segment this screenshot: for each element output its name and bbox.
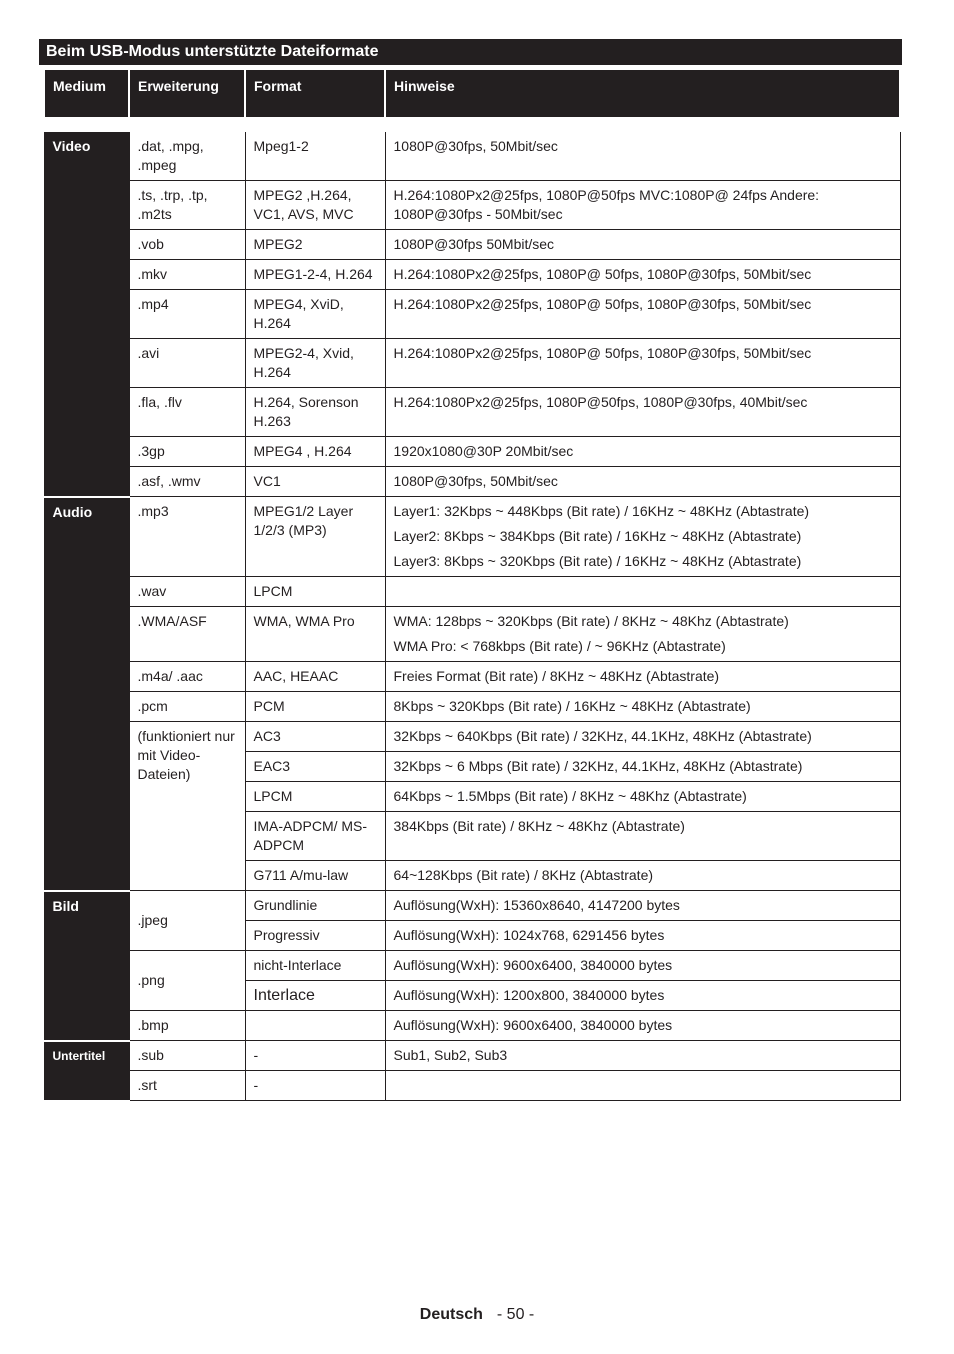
cell-format: MPEG4 , H.264 [245, 437, 385, 467]
cell-extension: .asf, .wmv [129, 467, 245, 497]
cell-format: LPCM [245, 577, 385, 607]
header-extension: Erweiterung [129, 70, 245, 125]
table-row [44, 497, 900, 577]
cell-extension: .vob [129, 230, 245, 260]
table-row [44, 125, 900, 181]
table-row [44, 437, 900, 467]
cell-extension: .jpeg [129, 891, 245, 951]
cell-notes: 1080P@30fps, 50Mbit/sec [385, 467, 900, 497]
cell-extension: .png [129, 951, 245, 1011]
notes-line: Layer1: 32Kbps ~ 448Kbps (Bit rate) / 16KHz ~ 48KHz (Abtastrate) [393, 503, 810, 519]
cell-notes: H.264:1080Px2@25fps, 1080P@50fps MVC:1080P@ 24fps Andere: 1080P@30fps - 50Mbit/sec [385, 181, 900, 230]
section-title: Beim USB-Modus unterstützte Dateiformate [39, 39, 902, 65]
cell-format: PCM [245, 692, 385, 722]
cell-format: WMA, WMA Pro [245, 607, 385, 662]
cell-notes [385, 1071, 900, 1101]
table-row [44, 662, 900, 692]
cell-format: - [245, 1041, 385, 1071]
medium-untertitel: Untertitel [44, 1041, 129, 1101]
cell-notes: H.264:1080Px2@25fps, 1080P@ 50fps, 1080P@30fps, 50Mbit/sec [385, 290, 900, 339]
header-medium: Medium [44, 70, 129, 125]
cell-format: nicht-Interlace [245, 951, 385, 981]
cell-format: MPEG2 ,H.264, VC1, AVS, MVC [245, 181, 385, 230]
table-row [44, 722, 900, 752]
cell-notes: 8Kbps ~ 320Kbps (Bit rate) / 16KHz ~ 48KHz (Abtastrate) [385, 692, 900, 722]
cell-extension: .pcm [129, 692, 245, 722]
cell-format: IMA-ADPCM/ MS-ADPCM [245, 812, 385, 861]
cell-extension: .wav [129, 577, 245, 607]
cell-format: G711 A/mu-law [245, 861, 385, 891]
cell-extension: .mp4 [129, 290, 245, 339]
table-row [44, 692, 900, 722]
cell-notes: 1920x1080@30P 20Mbit/sec [385, 437, 900, 467]
table-row [44, 1071, 900, 1101]
cell-format: AC3 [245, 722, 385, 752]
cell-format: H.264, Sorenson H.263 [245, 388, 385, 437]
cell-notes [385, 497, 900, 577]
cell-notes: 1080P@30fps 50Mbit/sec [385, 230, 900, 260]
cell-extension: .sub [129, 1041, 245, 1071]
cell-format: MPEG1-2-4, H.264 [245, 260, 385, 290]
cell-format: MPEG2-4, Xvid, H.264 [245, 339, 385, 388]
cell-extension: .WMA/ASF [129, 607, 245, 662]
cell-format: Progressiv [245, 921, 385, 951]
cell-extension: (funktioniert nur mit Video-Dateien) [129, 722, 245, 891]
cell-extension: .3gp [129, 437, 245, 467]
table-row [44, 1041, 900, 1071]
cell-format: MPEG4, XviD, H.264 [245, 290, 385, 339]
cell-format: - [245, 1071, 385, 1101]
cell-notes: Auflösung(WxH): 9600x6400, 3840000 bytes [385, 951, 900, 981]
notes-line: WMA Pro: < 768kbps (Bit rate) / ~ 96KHz (Abtastrate) [393, 638, 726, 654]
table-row [44, 467, 900, 497]
header-format: Format [245, 70, 385, 125]
cell-format: AAC, HEAAC [245, 662, 385, 692]
page-number: - 50 - [496, 1306, 535, 1323]
header-notes: Hinweise [385, 70, 900, 125]
cell-extension: .dat, .mpg, .mpeg [129, 125, 245, 181]
cell-notes: Auflösung(WxH): 9600x6400, 3840000 bytes [385, 1011, 900, 1041]
table-row [44, 230, 900, 260]
cell-notes: Freies Format (Bit rate) / 8KHz ~ 48KHz (Abtastrate) [385, 662, 900, 692]
cell-extension: .srt [129, 1071, 245, 1101]
cell-notes: 1080P@30fps, 50Mbit/sec [385, 125, 900, 181]
cell-format: MPEG2 [245, 230, 385, 260]
table-row [44, 891, 900, 921]
cell-format: VC1 [245, 467, 385, 497]
cell-extension: .ts, .trp, .tp, .m2ts [129, 181, 245, 230]
cell-extension: .m4a/ .aac [129, 662, 245, 692]
cell-notes: Auflösung(WxH): 15360x8640, 4147200 bytes [385, 891, 900, 921]
cell-notes [385, 577, 900, 607]
medium-audio: Audio [44, 497, 129, 891]
cell-notes [385, 607, 900, 662]
table-row [44, 260, 900, 290]
notes-line: WMA: 128bps ~ 320Kbps (Bit rate) / 8KHz ~ 48Khz (Abtastrate) [393, 613, 789, 629]
table-row [44, 1011, 900, 1041]
cell-extension: .mp3 [129, 497, 245, 577]
table-row [44, 290, 900, 339]
cell-extension: .bmp [129, 1011, 245, 1041]
cell-notes: H.264:1080Px2@25fps, 1080P@ 50fps, 1080P@30fps, 50Mbit/sec [385, 260, 900, 290]
table-row [44, 339, 900, 388]
file-format-table [43, 70, 901, 1102]
cell-extension: .fla, .flv [129, 388, 245, 437]
cell-format: EAC3 [245, 752, 385, 782]
table-row [44, 607, 900, 662]
cell-format: Mpeg1-2 [245, 125, 385, 181]
medium-bild: Bild [44, 891, 129, 1041]
cell-notes: 384Kbps (Bit rate) / 8KHz ~ 48Khz (Abtastrate) [385, 812, 900, 861]
cell-notes: Auflösung(WxH): 1024x768, 6291456 bytes [385, 921, 900, 951]
cell-notes: H.264:1080Px2@25fps, 1080P@50fps, 1080P@30fps, 40Mbit/sec [385, 388, 900, 437]
cell-notes: Auflösung(WxH): 1200x800, 3840000 bytes [385, 981, 900, 1011]
cell-notes: 64Kbps ~ 1.5Mbps (Bit rate) / 8KHz ~ 48Khz (Abtastrate) [385, 782, 900, 812]
table-header-row [44, 70, 900, 125]
cell-format: LPCM [245, 782, 385, 812]
medium-video: Video [44, 125, 129, 497]
cell-notes: 64~128Kbps (Bit rate) / 8KHz (Abtastrate) [385, 861, 900, 891]
notes-line: Layer2: 8Kbps ~ 384Kbps (Bit rate) / 16KHz ~ 48KHz (Abtastrate) [393, 528, 802, 544]
cell-format: Interlace [245, 981, 385, 1011]
cell-notes: 32Kbps ~ 640Kbps (Bit rate) / 32KHz, 44.1KHz, 48KHz (Abtastrate) [385, 722, 900, 752]
cell-format: MPEG1/2 Layer 1/2/3 (MP3) [245, 497, 385, 577]
table-row [44, 951, 900, 981]
notes-line: Layer3: 8Kbps ~ 320Kbps (Bit rate) / 16KHz ~ 48KHz (Abtastrate) [393, 553, 802, 569]
cell-notes: H.264:1080Px2@25fps, 1080P@ 50fps, 1080P@30fps, 50Mbit/sec [385, 339, 900, 388]
page-footer [0, 1306, 954, 1324]
table-row [44, 181, 900, 230]
table-row [44, 388, 900, 437]
cell-format [245, 1011, 385, 1041]
table-row [44, 577, 900, 607]
cell-notes: Sub1, Sub2, Sub3 [385, 1041, 900, 1071]
footer-language: Deutsch [419, 1306, 483, 1323]
cell-format: Grundlinie [245, 891, 385, 921]
cell-notes: 32Kbps ~ 6 Mbps (Bit rate) / 32KHz, 44.1KHz, 48KHz (Abtastrate) [385, 752, 900, 782]
cell-extension: .avi [129, 339, 245, 388]
cell-extension: .mkv [129, 260, 245, 290]
